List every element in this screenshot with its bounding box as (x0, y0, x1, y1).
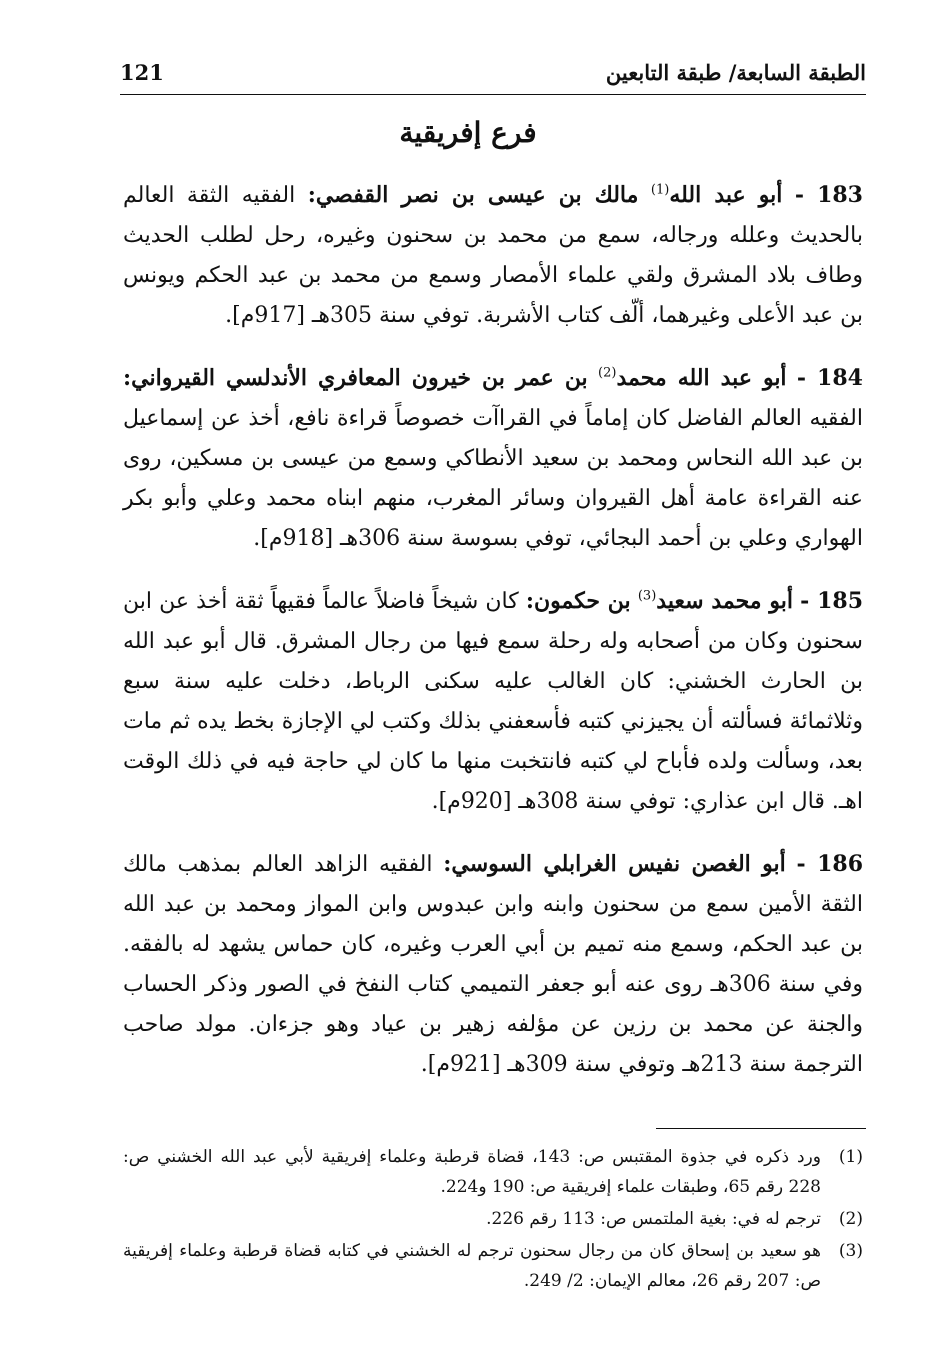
footnote-marker: (2) (838, 1209, 863, 1229)
entry-text: الفقيه الزاهد العالم بمذهب مالك الثقة الأمين سمع من سحنون وابنه وابن عبدوس وابن المواز ومحمد بن عبد الله بن عبد الحكم، وسمع منه تميم بن أبي العرب وغيره، كان حماس يشهد له بالفقه. وفي سنة 306هـ روى عنه أبو جعفر التميمي كتاب النفخ في الصور وذكر الحساب والجنة عن محمد بن رزين عن مؤلفه زهير بن عياد وهو جزءان. مولد صاحب الترجمة سنة 213هـ وتوفي سنة 309هـ [921م]. (123, 852, 863, 1077)
entry-name: أبو عبد الله محمد (616, 365, 787, 391)
entry-text: الفقيه العالم الفاضل كان إماماً في القراآت خصوصاً قراءة نافع، أخذ عن إسماعيل بن عبد الله النحاس ومحمد بن سعيد الأنطاكي وسمع من عيسى بن مسكين، روى عنه القراءة عامة أهل القيروان وسائر المغرب، منهم ابناه محمد وعلي وأبو بكر الهواري وعلي بن أحمد البجائي، توفي بسوسة سنة 306هـ [918م]. (123, 406, 863, 551)
entry-text: كان شيخاً فاضلاً عالماً فقيهاً ثقة أخذ عن ابن سحنون وكان من أصحابه وله رحلة سمع فيها من رجال المشرق. قال أبو عبد الله بن الحارث الخشني: كان الغالب عليه سكنى الرباط، دخلت عليه سنة سبع وثلاثمائة فسألته أن يجيزني كتبه فأسعفني بذلك وكتب لي الإجازة بخط يده ثم مات بعد، وسألت ولده فأباح لي كتبه فانتخبت منها ما كان لي حاجة فيه في ذلك الوقت اهـ. قال ابن عذاري: توفي سنة 308هـ [920م]. (123, 589, 863, 814)
footnote-ref: (1) (650, 182, 670, 198)
entry-number: 186 - (796, 851, 864, 877)
biography-entries (123, 175, 863, 1107)
footnotes (123, 1142, 863, 1298)
footnote (123, 1204, 863, 1234)
entry-name: أبو الغصن نفيس الغرابلي السوسي: (443, 851, 786, 877)
entry-name: أبو عبد الله (669, 182, 783, 208)
entry-number: 185 - (800, 588, 864, 614)
footnote (123, 1236, 863, 1296)
entry-name-continued: مالك بن عيسى بن نصر القفصي: (307, 182, 639, 208)
footnote-marker: (3) (838, 1241, 863, 1261)
biography-entry (123, 175, 863, 336)
biography-entry (123, 358, 863, 559)
entry-text: الفقيه الثقة العالم بالحديث وعلله ورجاله، سمع من محمد بن سحنون وغيره، رحل لطلب الحديث وطاف بلاد المشرق ولقي علماء الأمصار وسمع من محمد بن عبد الحكم ويونس بن عبد الأعلى وغيرهما، ألّف كتاب الأشربة. توفي سنة 305هـ [917م]. (123, 183, 863, 328)
entry-name: أبو محمد سعيد (656, 588, 793, 614)
running-title: الطبقة السابعة/ طبقة التابعين (605, 60, 866, 85)
footnote-text: ترجم له في: بغية الملتمس ص: 113 رقم 226. (486, 1209, 821, 1229)
footnote-marker: (1) (838, 1147, 863, 1167)
footnote-text: هو سعيد بن إسحاق كان من رجال سحنون ترجم له الخشني في كتابه قضاة قرطبة وعلماء إفريقية ص: 207 رقم 26، معالم الإيمان: 2/ 249. (123, 1241, 821, 1291)
entry-name-continued: بن عمر بن خيرون المعافري الأندلسي القيرواني: (123, 365, 588, 391)
entry-name-continued: بن حكمون: (525, 588, 631, 614)
footnote (123, 1142, 863, 1202)
biography-entry (123, 844, 863, 1085)
footnote-ref: (3) (637, 588, 657, 604)
page-header (120, 54, 866, 95)
biography-entry (123, 581, 863, 822)
footnote-divider (656, 1128, 866, 1129)
entry-number: 184 - (796, 365, 863, 391)
footnote-text: ورد ذكره في جذوة المقتبس ص: 143، قضاة قرطبة وعلماء إفريقية لأبي عبد الله الخشني ص: 228 رقم 65، وطبقات علماء إفريقية ص: 190 و224. (123, 1147, 821, 1197)
footnote-ref: (2) (598, 365, 617, 381)
page-number: 121 (120, 60, 164, 85)
entry-number: 183 - (794, 182, 863, 208)
section-title: فرع إفريقية (399, 116, 537, 149)
